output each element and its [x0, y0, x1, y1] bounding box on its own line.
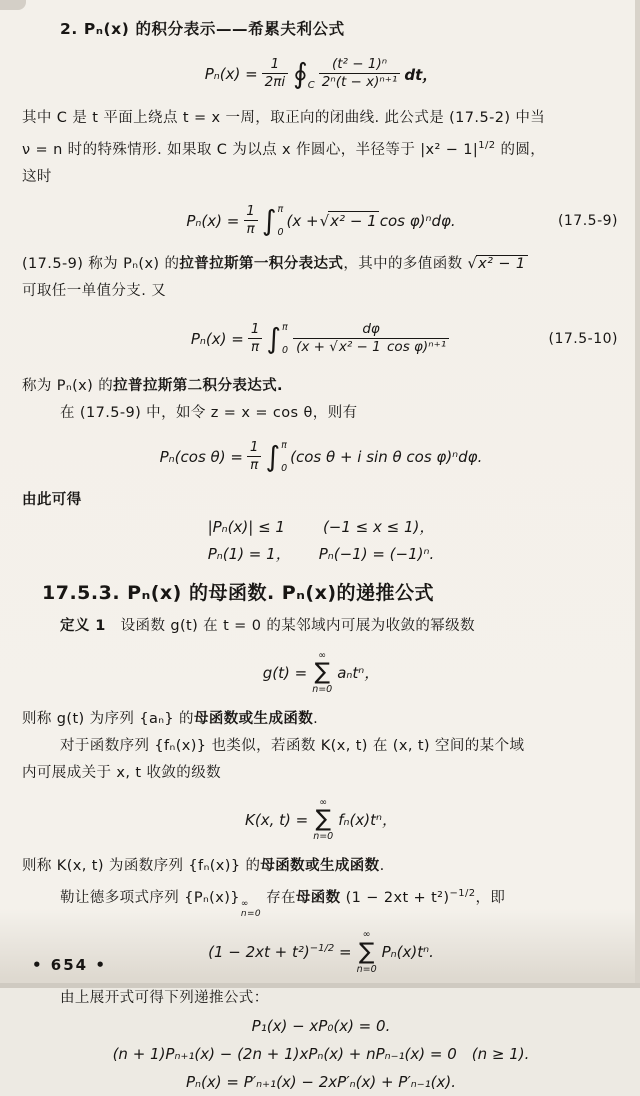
- eq9510-main-fraction: $\frac{d\varphi}{\text{(x + √x² − 1 cos φ)ⁿ⁺¹}}$: [293, 322, 449, 355]
- fraction-1-over-pi: $\frac{1}{\pi}$: [243, 204, 258, 237]
- generating-series-formula: [22, 645, 620, 701]
- formula-17-5-10: [22, 310, 620, 368]
- contour-integral-icon: ∮ C: [293, 57, 315, 91]
- substitution-line: 在 (17.5-9) 中，如令 z = x = cos θ，则有: [60, 404, 358, 421]
- scan-edge-right: [635, 0, 640, 988]
- paragraph-contour-line-1: 其中 C 是 t 平面上绕点 t = x 一周，取正向的闭曲线. 此公式是 (17.5-2) 中当: [22, 110, 546, 126]
- exponent-minus-half: −1/2: [309, 943, 335, 955]
- eqgen-body: Pₙ(x)tⁿ.: [381, 943, 434, 962]
- fraction-1-over-pi: $\frac{1}{\pi}$: [248, 322, 263, 355]
- eq959-lhs: Pₙ(x) =: [186, 211, 240, 230]
- eqk-lhs: K(x, t) =: [245, 810, 309, 829]
- sqrt-x2-minus-1: √x² − 1: [319, 211, 377, 230]
- cos-theta-formula: [22, 432, 620, 482]
- fraction-1-over-2pii: $\frac{1}{2\pi i}$: [262, 57, 288, 90]
- schlafli-dt: dt，: [404, 65, 438, 84]
- eq9510-denominator: (x + √x² − 1 cos φ)ⁿ⁺¹: [293, 338, 449, 356]
- recurrence-2: (n + 1)Pₙ₊₁(x) − (2n + 1)xPₙ(x) + nPₙ₋₁(x) = 0 (n ≥ 1).: [112, 1045, 530, 1064]
- legendre-gf-formula: [22, 924, 620, 980]
- conclusion-intro: 由此可得: [22, 491, 82, 508]
- inequality-line-2: Pₙ(1) = 1， Pₙ(−1) = (−1)ⁿ.: [207, 544, 435, 563]
- eq9510-lhs: Pₙ(x) =: [190, 329, 244, 348]
- eq959-pre: (x +: [286, 211, 319, 230]
- recurrence-3: Pₙ(x) = P′ₙ₊₁(x) − 2xP′ₙ(x) + P′ₙ₋₁(x).: [185, 1073, 457, 1092]
- recurrence-intro: 由上展开式可得下列递推公式：: [60, 990, 269, 1007]
- scan-artifact: [0, 0, 26, 10]
- summation-icon: ∞ ∑ n=0: [312, 649, 333, 696]
- integral-icon: ∫ π 0: [261, 203, 284, 238]
- legendre-gf-line: 勒让德多项式序列 {Pₙ(x)} ∞ n=0 存在母函数 $(1 - 2xt + t^2)^{-1/2}$，即: [60, 887, 506, 919]
- set-bounds: ∞ n=0: [240, 898, 262, 919]
- integral-icon: ∫ π 0: [266, 321, 289, 356]
- equation-tag-17-5-9: (17.5-9): [557, 212, 618, 229]
- fraction-1-over-pi: $\frac{1}{\pi}$: [247, 440, 262, 473]
- formula-17-5-9: [22, 196, 620, 246]
- eqg-body: aₙtⁿ，: [337, 664, 380, 683]
- sequence-gf-line: 则称 g(t) 为序列 {aₙ} 的母函数或生成函数.: [22, 710, 319, 727]
- function-sequence-line-2: 内可展成关于 x, t 收敛的级数: [22, 764, 222, 781]
- inequality-line-1: |Pₙ(x)| ≤ 1 (−1 ≤ x ≤ 1)，: [207, 517, 435, 536]
- schlafli-integrand-fraction: $\frac{\text{(t² − 1)ⁿ}}{\text{2ⁿ(t − x)ⁿ⁺¹}}$: [319, 57, 401, 90]
- eqgen-lhs: $(1 - 2xt + t^2)^{-1/2}$ =: [208, 943, 352, 962]
- laplace-second-line: 称为 Pₙ(x) 的拉普拉斯第二积分表达式.: [22, 377, 283, 394]
- sqrt-x2-minus-1: √x² − 1: [467, 255, 526, 272]
- exponent-minus-half: −1/2: [449, 887, 476, 899]
- page-number: • 654 •: [32, 956, 107, 974]
- integral-icon: ∫ π 0: [265, 439, 288, 474]
- k-gf-line: 则称 K(x, t) 为函数序列 {fₙ(x)} 的母函数或生成函数.: [22, 857, 385, 874]
- eqk-body: fₙ(x)tⁿ，: [338, 811, 397, 830]
- schlafli-lhs: Pₙ(x) =: [204, 65, 258, 83]
- definition-1-line: 定义 1 设函数 g(t) 在 t = 0 的某邻域内可展为收敛的幂级数: [60, 617, 475, 634]
- section-2-heading-text: 2. Pₙ(x) 的积分表示——希累夫利公式: [60, 20, 345, 38]
- k-formula: [22, 792, 620, 848]
- exponent-half: 1/2: [478, 140, 496, 151]
- function-sequence-line-1: 对于函数序列 {fₙ(x)} 也类似，若函数 K(x, t) 在 (x, t) 空间的某个域: [60, 737, 525, 754]
- recurrence-1: P₁(x) − xP₀(x) = 0.: [251, 1017, 391, 1036]
- schlafli-formula: [22, 48, 620, 100]
- eqcos-body: (cos θ + i sin θ cos φ)ⁿdφ.: [290, 447, 483, 466]
- scan-edge-bottom: [0, 983, 640, 988]
- eqcos-lhs: Pₙ(cos θ) =: [159, 447, 243, 466]
- paragraph-contour-line-2: ν = n 时的特殊情形. 如果取 C 为以点 x 作圆心，半径等于 $|x^2 - 1|^{1/2}$ 的圆，: [22, 140, 546, 158]
- equation-tag-17-5-10: (17.5-10): [548, 330, 618, 347]
- eq959-post: cos φ)ⁿdφ.: [379, 211, 456, 230]
- summation-icon: ∞ ∑ n=0: [313, 796, 334, 843]
- eqg-lhs: g(t) =: [262, 663, 308, 682]
- paragraph-laplace-first-line-1: (17.5-9) 称为 Pₙ(x) 的拉普拉斯第一积分表达式，其中的多值函数 √x² − 1: [22, 255, 526, 272]
- definition-label: 定义 1: [60, 617, 106, 634]
- section-17-5-3-heading: 17.5.3. Pₙ(x) 的母函数. Pₙ(x)的递推公式: [42, 581, 435, 604]
- section-2-heading: [22, 16, 620, 43]
- paragraph-laplace-first-line-2: 可取任一单值分支. 又: [22, 282, 167, 299]
- summation-icon: ∞ ∑ n=0: [356, 929, 377, 975]
- paragraph-contour-line-3: 这时: [22, 168, 52, 185]
- sqrt-x2-minus-1: √x² − 1: [329, 338, 381, 355]
